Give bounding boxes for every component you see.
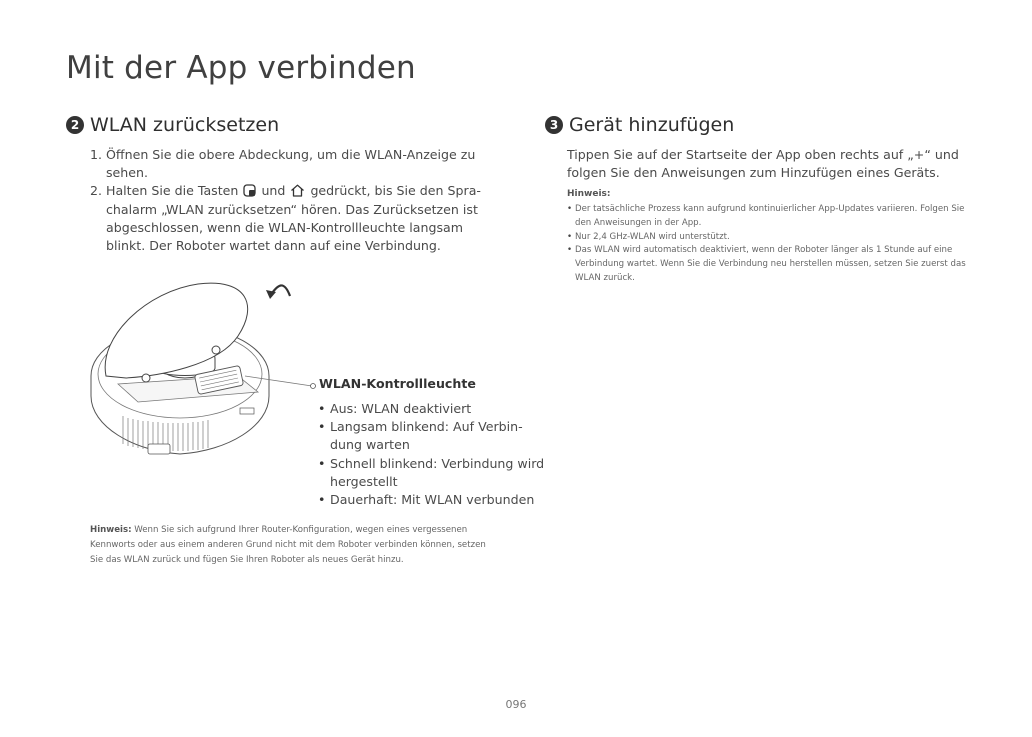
add-device-notes xyxy=(567,203,967,286)
wlan-indicator-title: WLAN-Kontrollleuchte xyxy=(319,376,476,391)
step-number-badge: 2 xyxy=(66,116,84,134)
note-text: Wenn Sie sich aufgrund Ihrer Router-Konfiguration, wegen eines vergessenen Kennworts oder aus einem anderen Grund nicht mit dem Roboter verbinden können, setzen Sie das WLAN zurück und fügen Sie Ihren Roboter als neues Gerät hinzu. xyxy=(90,525,486,566)
wlan-indicator-pointer xyxy=(0,0,320,400)
list-item: • Dauerhaft: Mit WLAN verbunden xyxy=(318,491,548,509)
list-item: • Schnell blinkend: Verbindung wird hergestellt xyxy=(318,455,548,491)
page-number: 096 xyxy=(505,698,527,711)
list-item: • Das WLAN wird automatisch deaktiviert, wenn der Roboter länger als 1 Stunde auf eine Verbindung wartet. Wenn Sie die Verbindung neu herstellen müssen, setzen Sie zuerst das WLAN zurück. xyxy=(567,244,967,285)
step-index: 1. xyxy=(90,147,103,162)
section-3-heading xyxy=(545,114,734,136)
step-text-after: gedrückt, bis Sie den Spra-chalarm „WLAN zurücksetzen“ hören. Das Zurücksetzen ist abgeschlossen, wenn die WLAN-Kontrollleuchte langsam blinkt. Der Roboter wartet dann auf eine Verbindung. xyxy=(106,183,481,254)
step-number-badge: 3 xyxy=(545,116,563,134)
add-device-text: Tippen Sie auf der Startseite der App oben rechts auf „+“ und folgen Sie den Anweisungen zum Hinzufügen eines Geräts. xyxy=(567,147,959,181)
list-item: • Nur 2,4 GHz-WLAN wird unterstützt. xyxy=(567,231,967,245)
section-3-title: Gerät hinzufügen xyxy=(569,114,735,136)
note-label: Hinweis: xyxy=(90,525,132,535)
wlan-indicator-states xyxy=(318,400,548,509)
step-text-mid: und xyxy=(261,183,286,199)
page-title: Mit der App verbinden xyxy=(66,50,416,86)
list-item: • Langsam blinkend: Auf Verbin-dung warten xyxy=(318,418,548,454)
bottom-note xyxy=(90,523,500,569)
step-index: 2. xyxy=(90,183,103,199)
step-text: Öffnen Sie die obere Abdeckung, um die WLAN-Anzeige zu sehen. xyxy=(106,147,476,181)
step-text-before: Halten Sie die Tasten xyxy=(106,183,239,199)
list-item: • Aus: WLAN deaktiviert xyxy=(318,400,548,418)
note-label: Hinweis: xyxy=(567,189,611,199)
list-item: • Der tatsächliche Prozess kann aufgrund kontinuierlicher App-Updates variieren. Folgen Sie den Anweisungen in der App. xyxy=(567,203,967,231)
section-2-title: WLAN zurücksetzen xyxy=(90,114,280,136)
